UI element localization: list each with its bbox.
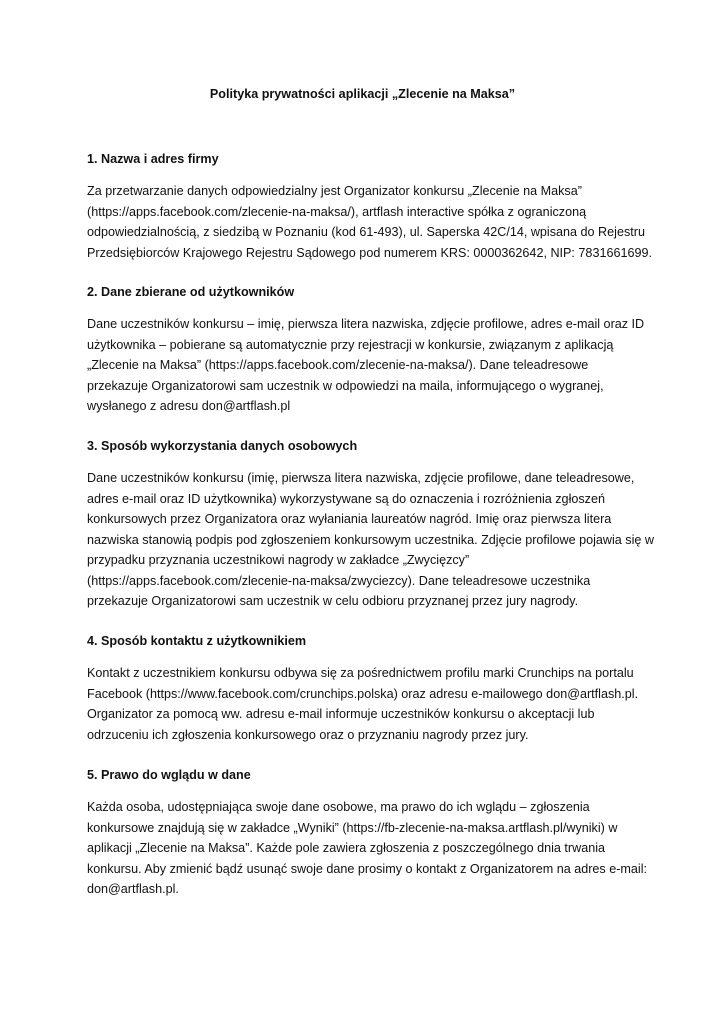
paragraph-line: Organizator za pomocą ww. adresu e-mail informuje uczestników konkursu o akceptacji lub xyxy=(87,707,595,721)
section-paragraph xyxy=(87,797,647,900)
section-paragraph xyxy=(87,663,647,745)
paragraph-line: przekazuje Organizatorowi sam uczestnik w celu odbioru przyznanej przez jury nagrody. xyxy=(87,594,579,608)
section-paragraph xyxy=(87,181,652,263)
paragraph-line: wysłanego z adresu don@artflash.pl xyxy=(87,399,291,413)
paragraph-line: Facebook (https://www.facebook.com/crunchips.polska) oraz adresu e-mailowego don@artflash.pl. xyxy=(87,686,639,701)
section-heading: 5. Prawo do wglądu w dane xyxy=(87,768,251,782)
paragraph-line: odpowiedzialnością, z siedzibą w Poznaniu (kod 61-493), ul. Saperska 42C/14, wpisana do Rejestru xyxy=(87,225,645,239)
section-collected-data xyxy=(87,283,647,417)
section-paragraph xyxy=(87,314,647,417)
paragraph-line: Przedsiębiorców Krajowego Rejestru Sądowego pod numerem KRS: 0000362642, NIP: 7831661699. xyxy=(87,245,652,260)
paragraph-line: (https://apps.facebook.com/zlecenie-na-maksa/zwyciezcy). Dane teleadresowe uczestnika xyxy=(87,573,591,588)
section-heading: 3. Sposób wykorzystania danych osobowych xyxy=(87,439,358,453)
section-heading: 4. Sposób kontaktu z użytkownikiem xyxy=(87,634,307,648)
paragraph-line: nazwiska stanowią podpis pod zgłoszeniem konkursowym uczestnika. Zdjęcie profilowe pojawia się w xyxy=(87,532,654,547)
section-paragraph xyxy=(87,468,654,612)
paragraph-line: konkursowych przez Organizatora oraz wyłaniania laureatów nagród. Imię oraz pierwsza litera xyxy=(87,512,612,526)
section-company-info xyxy=(87,150,652,263)
section-access-rights xyxy=(87,766,647,900)
paragraph-line: „Zlecenie na Maksa” (https://apps.facebook.com/zlecenie-na-maksa/). Dane teleadresowe xyxy=(87,358,589,372)
paragraph-line: (https://apps.facebook.com/zlecenie-na-maksa/), artflash interactive spółka z ograniczoną xyxy=(87,204,587,219)
paragraph-line: Kontakt z uczestnikiem konkursu odbywa się za pośrednictwem profilu marki Crunchips na portalu xyxy=(87,666,634,680)
paragraph-line: użytkownika – pobierane są automatycznie przy rejestracji w konkursie, związanym z aplikacją xyxy=(87,337,614,352)
paragraph-line: Każda osoba, udostępniająca swoje dane osobowe, ma prawo do ich wglądu – zgłoszenia xyxy=(87,800,590,814)
paragraph-line: konkursowe znajdują się w zakładce „Wyniki” (https://fb-zlecenie-na-maksa.artflash.pl/wyniki) w xyxy=(87,820,618,835)
document-title: Polityka prywatności aplikacji „Zlecenie na Maksa” xyxy=(209,87,516,101)
paragraph-line: don@artflash.pl. xyxy=(87,882,179,896)
section-contact xyxy=(87,632,647,745)
section-heading: 2. Dane zbierane od użytkowników xyxy=(87,285,295,299)
paragraph-line: przekazuje Organizatorowi sam uczestnik w odpowiedzi na maila, informującego o wygranej, xyxy=(87,378,604,393)
paragraph-line: Dane uczestników konkursu – imię, pierwsza litera nazwiska, zdjęcie profilowe, adres e-mail oraz ID xyxy=(87,317,645,331)
paragraph-line: Za przetwarzanie danych odpowiedzialny jest Organizator konkursu „Zlecenie na Maksa” xyxy=(87,184,582,198)
paragraph-line: przypadku przyznania uczestnikowi nagrody w zakładce „Zwycięzcy” xyxy=(87,553,470,567)
section-heading: 1. Nazwa i adres firmy xyxy=(87,152,219,166)
paragraph-line: Dane uczestników konkursu (imię, pierwsza litera nazwiska, zdjęcie profilowe, dane teleadresowe, xyxy=(87,471,635,485)
paragraph-line: konkursu. Aby zmienić bądź usunąć swoje dane prosimy o kontakt z Organizatorem na adres e-mail: xyxy=(87,861,647,876)
paragraph-line: odrzuceniu ich zgłoszenia konkursowego oraz o przyznaniu nagrody przez jury. xyxy=(87,727,529,742)
paragraph-line: aplikacji „Zlecenie na Maksa”. Każde pole zawiera zgłoszenia z poszczególnego dnia trwania xyxy=(87,841,606,855)
section-data-usage xyxy=(87,437,654,612)
paragraph-line: adres e-mail oraz ID użytkownika) wykorzystywane są do oznaczenia i rozróżnienia zgłoszeń xyxy=(87,491,605,506)
